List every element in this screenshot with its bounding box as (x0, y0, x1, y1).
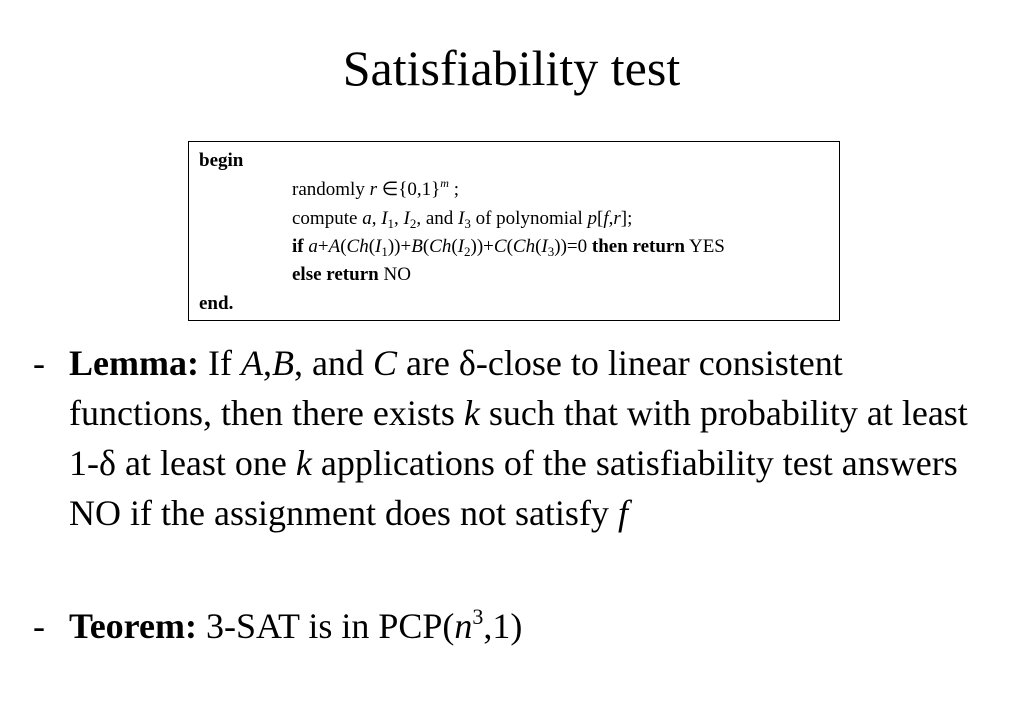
var-a2: a (308, 236, 318, 257)
teorem-exp: 3 (472, 604, 484, 629)
lemma-rest1: -close to linear consistent functions, then there exists (69, 343, 843, 433)
lemma-and: , and (293, 343, 364, 383)
yes-value: YES (688, 236, 725, 257)
var-r2: r (613, 208, 621, 229)
sub-1: 1 (387, 216, 395, 231)
sub-1b: 1 (381, 244, 388, 259)
algo-end (199, 293, 233, 315)
no-value: NO (383, 264, 411, 285)
bullet-dash-2: - (33, 606, 45, 646)
teorem-n: n (454, 606, 473, 646)
randomly-text: randomly (292, 179, 365, 200)
lemma-rest4: applications of the satisfiability test answers NO if the assignment does not satisfy (69, 443, 958, 533)
delta-symbol-2: δ (99, 443, 116, 483)
var-f: f (603, 208, 609, 229)
if-keyword: if (292, 236, 304, 257)
sub-3b: 3 (547, 244, 555, 259)
lemma-rest3: at least one (115, 443, 287, 483)
teorem-body: 3-SAT is in PCP( (205, 606, 455, 646)
var-p: p (587, 208, 597, 229)
algo-begin (199, 150, 243, 172)
var-I1: I (381, 208, 388, 229)
begin-keyword: begin (199, 150, 244, 171)
and-text: , and (416, 208, 454, 229)
bullet-dash: - (33, 343, 45, 383)
sub-3: 3 (464, 216, 471, 231)
lemma-C: C (372, 343, 397, 383)
var-a: a (362, 208, 372, 229)
compute-text: compute (292, 208, 358, 229)
of-polynomial-text: of polynomial (475, 208, 583, 229)
then-return-keyword: then return (591, 236, 685, 257)
algorithm-box (188, 141, 840, 321)
teorem-end: ,1) (483, 606, 523, 646)
equals-zero: =0 (566, 236, 588, 257)
var-r: r (369, 179, 377, 200)
algo-line-randomly (292, 176, 459, 202)
var-I3: I (458, 208, 465, 229)
var-A: A (328, 236, 341, 257)
algo-line-else (292, 264, 411, 286)
var-I-3: I (541, 236, 548, 257)
lemma-k: k (463, 393, 480, 433)
lemma-label: Lemma: (69, 343, 199, 383)
lemma-f: f (617, 493, 628, 533)
sub-2: 2 (409, 216, 417, 231)
lemma-A: A (240, 343, 263, 383)
slide-title: Satisfiability test (342, 40, 681, 96)
algo-line-compute: compute a, $I_1$, $I_2$, and $I_3$ of polynomial p[f,r]; (292, 208, 633, 231)
algo-line-if: if $a+A(Ch(I_1))+B(Ch(I_2))+C(Ch(I_3))=0$ then return YES (292, 236, 725, 259)
delta-symbol: δ (458, 343, 476, 383)
teorem-label: Teorem: (69, 606, 197, 646)
ch-1: Ch (346, 236, 369, 257)
var-I-2: I (457, 236, 465, 257)
set-01: {0,1} (398, 179, 441, 200)
lemma-B: B (271, 343, 294, 383)
element-of-symbol: ∈ (381, 179, 399, 200)
lemma-are: are (405, 343, 450, 383)
teorem-text (69, 601, 989, 656)
var-B: B (411, 236, 423, 257)
lemma-text: Lemma: If A,B, and C are δ-close to linear consistent functions, then there exists k such that with probability at least 1-δ at least one k applications of the satisfiability test answers NO if the assignment does not satisfy f (69, 343, 968, 533)
var-I2: I (403, 208, 410, 229)
ch-3: Ch (512, 236, 536, 257)
var-C: C (493, 236, 507, 257)
ch-2: Ch (429, 236, 452, 257)
lemma-rest2: such that with probability at least 1- (69, 393, 968, 483)
lemma-if: If (207, 343, 232, 383)
sub-2b: 2 (464, 244, 471, 259)
semicolon: ; (448, 179, 459, 200)
lemma-k-2: k (295, 443, 312, 483)
else-return-keyword: else return (292, 264, 379, 285)
exponent-m: m (440, 176, 449, 190)
var-I-1: I (375, 236, 382, 257)
end-keyword: end. (199, 293, 234, 314)
